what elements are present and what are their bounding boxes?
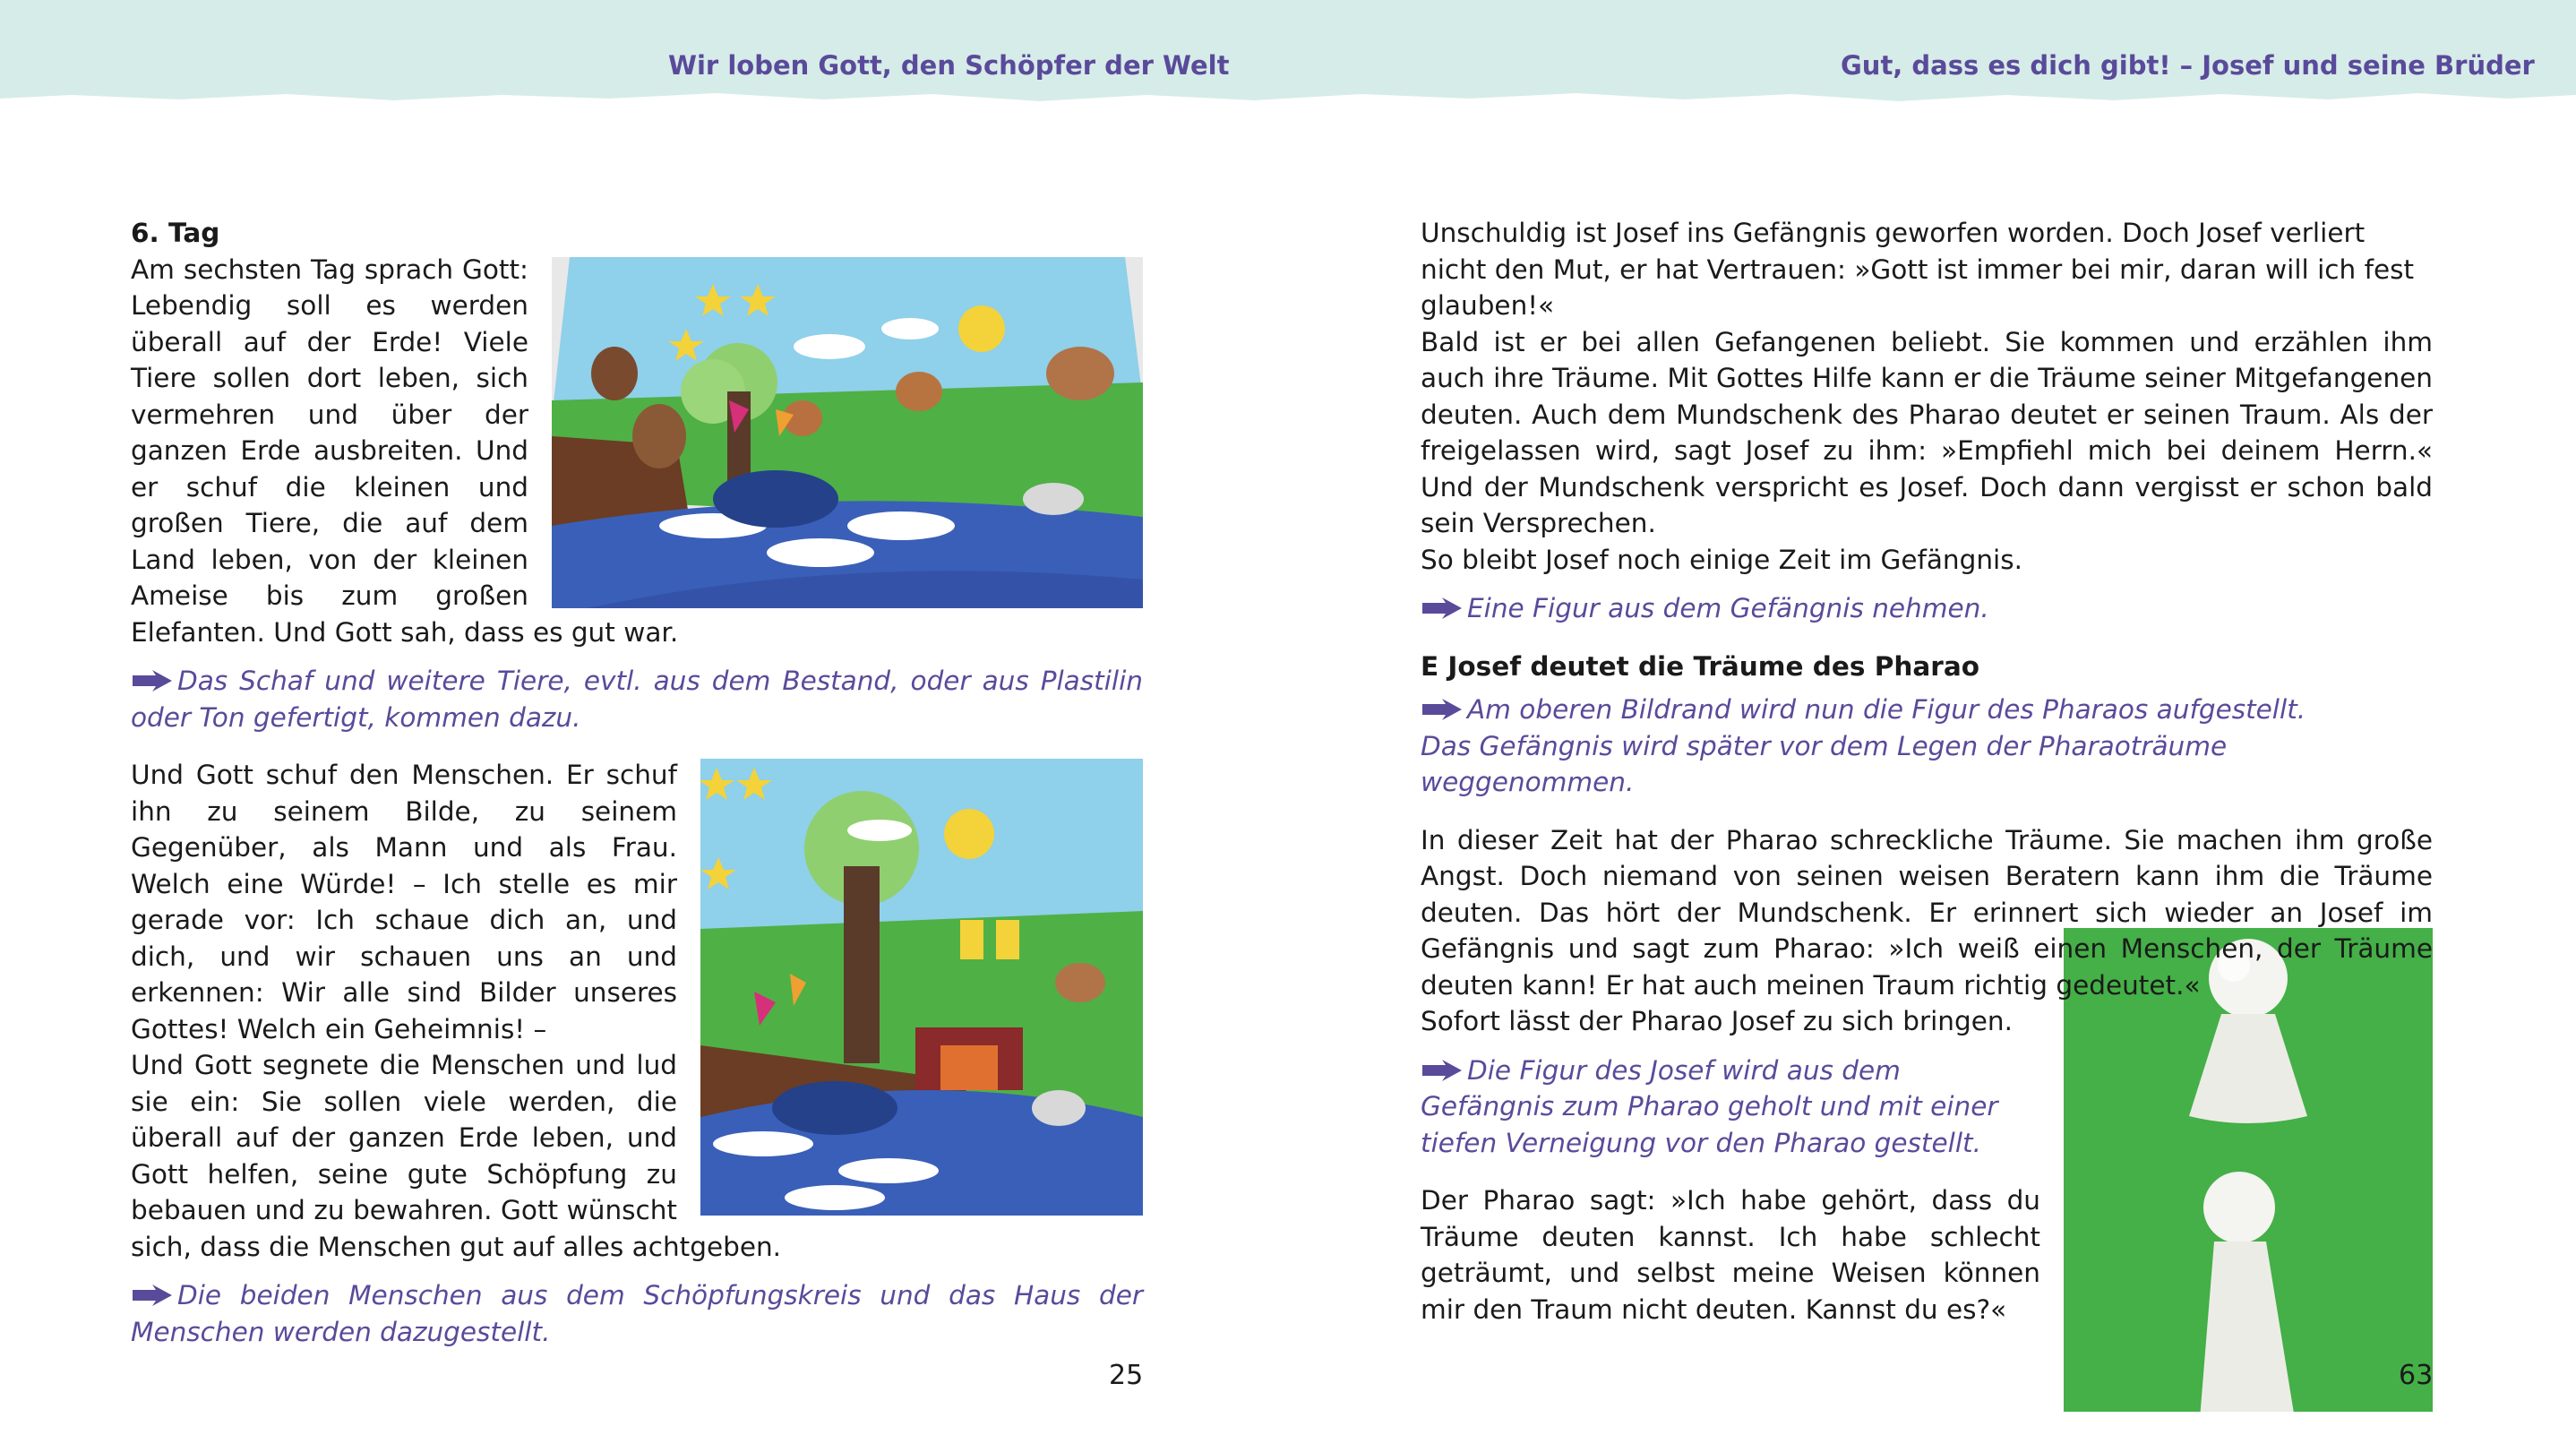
- arrow-icon: [1421, 596, 1464, 621]
- instruction-note: [131, 663, 1143, 735]
- page-number-left: 25: [1109, 1360, 1144, 1391]
- paragraph-sixth-day: Am sechsten Tag sprach Gott: Lebendig soll es werden überall auf der Erde! Viele Tiere sollen dort leben, sich vermehren und über der ganzen Erde ausbreiten. Und er schuf die kleinen und großen Tiere, die auf dem Land leben, von der kleinen Ameise bis zum großen Elefanten. Und Gott sah, dass es gut war.: [131, 253, 679, 648]
- paragraph-dreams: Bald ist er bei allen Gefangenen beliebt. Sie kommen und erzählen ihm auch ihre Träume. Mit Gottes Hilfe kann er die Träume seiner Mitgefangenen deuten. Auch dem Mundschenk des Pharao deutet er seinen Traum. Als der freigelassen wird, sagt Josef zu ihm: »Empfiehl mich bei deinem Herrn.« Und der Mundschenk verspricht es Josef. Doch dann vergisst er schon bald sein Versprechen.: [1421, 326, 2433, 538]
- instruction-text: Die beiden Menschen aus dem Schöpfungskreis und das Haus der Menschen werden dazugestellt.: [131, 1280, 1143, 1347]
- instruction-note: [1421, 692, 2433, 801]
- paragraph-pharao-dreams-text: In dieser Zeit hat der Pharao schreckliche Träume. Sie machen ihm große Angst. Doch niemand von seinen weisen Beratern kann ihm die Träume deuten. Das hört der Mundschenk. Er erinnert sich wieder an Josef im Gefängnis und sagt zum Pharao: »Ich weiß einen Menschen, der Träume deuten kann! Er hat auch meinen Traum richtig gedeutet.«: [1421, 824, 2433, 1001]
- right-page-column: [1421, 215, 2433, 1417]
- creation-felt-photo-humans: [700, 759, 1143, 1216]
- instruction-text: Das Schaf und weitere Tiere, evtl. aus dem Bestand, oder aus Plastilin oder Ton gefertigt, kommen dazu.: [131, 666, 1143, 733]
- creation-felt-photo-animals: [552, 257, 1143, 608]
- instruction-text-line1: Am oberen Bildrand wird nun die Figur des Pharaos aufgestellt.: [1467, 694, 2306, 725]
- running-title-left: Wir loben Gott, den Schöpfer der Welt: [668, 50, 1230, 81]
- paragraph-prison: Unschuldig ist Josef ins Gefängnis geworfen worden. Doch Josef verliert nicht den Mut, er hat Vertrauen: »Gott ist immer bei mir, daran will ich fest glauben!«: [1421, 218, 2415, 321]
- arrow-icon: [131, 668, 174, 693]
- paragraph-creation-of-humans: Und Gott schuf den Menschen. Er schuf ihn zu seinem Bilde, zu seinem Gegenüber, als Mann und als Frau. Welch eine Würde! – Ich stelle es mir gerade vor: Ich schaue dich an, und dich, und wir schauen uns an und erkennen: Wir alle sind Bilder unseres Gottes! Welch ein Geheimnis! –: [131, 760, 677, 1044]
- paragraph-pharao-speaks: Der Pharao sagt: »Ich habe gehört, dass du Träume deuten kannst. Ich habe schlecht geträumt, und selbst meine Weisen können mir den Traum nicht deuten. Kannst du es?«: [1421, 1185, 2040, 1325]
- left-page-column: [131, 215, 1143, 1350]
- instruction-text-line2: Das Gefängnis wird später vor dem Legen der Pharaoträume weggenommen.: [1421, 730, 2228, 797]
- header-band: [0, 0, 2576, 107]
- instruction-note: [131, 1277, 1143, 1350]
- running-title-right: Gut, dass es dich gibt! – Josef und seine Brüder: [1841, 50, 2535, 81]
- arrow-icon: [1421, 697, 1464, 722]
- paragraph-remains: So bleibt Josef noch einige Zeit im Gefängnis.: [1421, 544, 2022, 575]
- section-title: 6. Tag: [131, 218, 220, 248]
- paragraph-josef-brought: Sofort lässt der Pharao Josef zu sich bringen.: [1421, 1006, 2013, 1036]
- arrow-icon: [131, 1283, 174, 1308]
- instruction-note: [1421, 1053, 2065, 1162]
- instruction-text: Die Figur des Josef wird aus dem Gefängnis zum Pharao geholt und mit einer tiefen Verneigung vor den Pharao gestellt.: [1421, 1054, 1998, 1158]
- arrow-icon: [1421, 1058, 1464, 1083]
- paragraph-blessing: Und Gott segnete die Menschen und lud sie ein: Sie sollen viele werden, die überall auf der ganzen Erde leben, und Gott helfen, seine gute Schöpfung zu bebauen und zu bewahren. Gott wünscht sich, dass die Menschen gut auf alles achtgeben.: [131, 1050, 782, 1262]
- page-number-right: 63: [2399, 1360, 2434, 1391]
- section-title: E Josef deutet die Träume des Pharao: [1421, 650, 1980, 682]
- instruction-note: [1421, 590, 2433, 627]
- instruction-text: Eine Figur aus dem Gefängnis nehmen.: [1467, 593, 1989, 623]
